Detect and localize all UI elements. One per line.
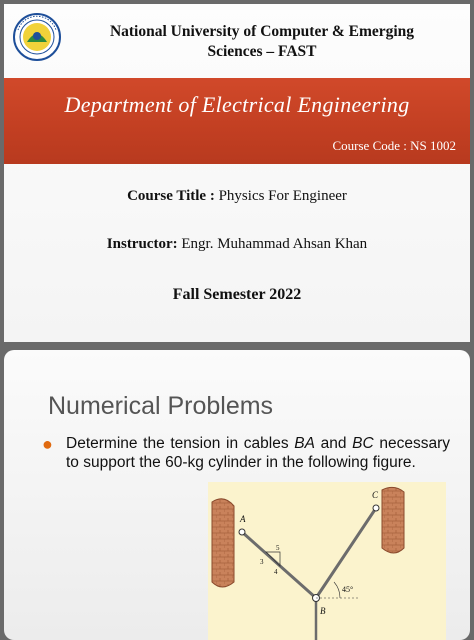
slope-4: 4 bbox=[274, 568, 278, 576]
label-a: A bbox=[240, 514, 246, 524]
course-code: Course Code : NS 1002 bbox=[332, 138, 456, 153]
label-c: C bbox=[372, 490, 379, 500]
slope-5: 5 bbox=[276, 544, 280, 552]
problem-slide bbox=[4, 350, 470, 640]
angle-label: 45° bbox=[342, 585, 354, 594]
department-title: Department of Electrical Engineering bbox=[64, 92, 410, 117]
semester: Fall Semester 2022 bbox=[172, 286, 302, 303]
bullet-dot-icon: ● bbox=[42, 434, 53, 454]
slope-3: 3 bbox=[260, 558, 264, 566]
title-slide bbox=[4, 4, 470, 342]
instructor: Instructor: Engr. Muhammad Ahsan Khan bbox=[106, 236, 368, 252]
university-logo bbox=[12, 12, 62, 62]
label-b: B bbox=[320, 606, 326, 616]
statics-figure bbox=[208, 482, 446, 640]
course-title: Course Title : Physics For Engineer bbox=[127, 188, 347, 204]
problem-text: Determine the tension in cables BA and BC necessary to support the 60-kg cylinder in the following figure. bbox=[66, 435, 450, 471]
left-wall bbox=[212, 499, 234, 587]
university-name: National University of Computer & Emerging Sciences – FAST bbox=[109, 23, 415, 60]
slide-title: Numerical Problems bbox=[48, 392, 274, 420]
department-banner bbox=[4, 78, 470, 164]
slope-triangle bbox=[266, 552, 280, 566]
cable-diagram bbox=[208, 482, 446, 640]
right-wall bbox=[382, 487, 404, 553]
